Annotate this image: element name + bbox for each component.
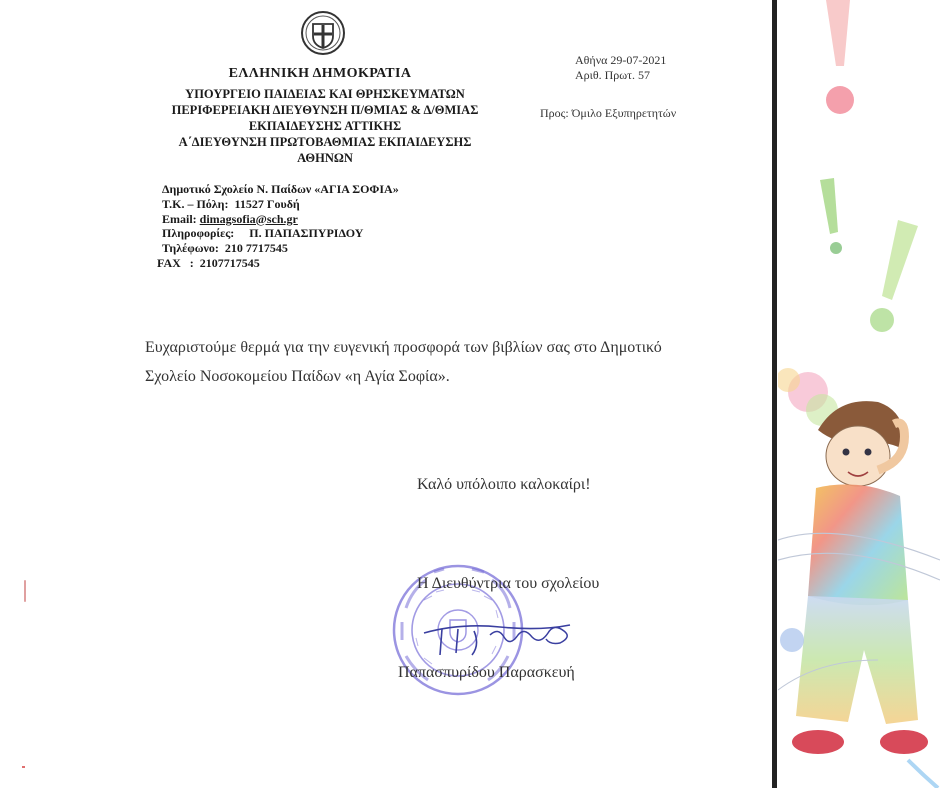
header-line: ΥΠΟΥΡΓΕΙΟ ΠΑΙΔΕΙΑΣ ΚΑΙ ΘΡΗΣΚΕΥΜΑΤΩΝ (185, 87, 465, 101)
protocol-number: Αριθ. Πρωτ. 57 (575, 68, 651, 82)
postal-row (162, 197, 399, 212)
margin-speck (22, 766, 25, 768)
document-meta (575, 53, 666, 83)
fax-value: 2107717545 (199, 255, 260, 270)
postal-value: 11527 Γουδή (234, 196, 300, 211)
phone-value: 210 7717545 (224, 241, 288, 256)
greek-coat-of-arms-emblem (300, 10, 346, 56)
child-illustration (778, 0, 940, 788)
country-name: ΕΛΛΗΝΙΚΗ ΔΗΜΟΚΡΑΤΙΑ (228, 66, 412, 81)
recipient: Προς: Όμιλο Εξυπηρετητών (540, 106, 677, 120)
page-divider (772, 0, 777, 788)
ministry-header (150, 86, 500, 166)
fax-label: FAX : (157, 255, 200, 270)
closing-greeting: Καλό υπόλοιπο καλοκαίρι! (417, 476, 591, 493)
header-line: ΕΚΠΑΙΔΕΥΣΗΣ ΑΤΤΙΚΗΣ (248, 119, 402, 133)
phone-label: Τηλέφωνο: (162, 241, 225, 256)
letter-body: Ευχαριστούμε θερμά για την ευγενική προσφορά των βιβλίων σας στο Δημοτικό Σχολείο Νοσοκομείου Παίδων «η Αγία Σοφία». (145, 339, 662, 385)
email-row (162, 212, 399, 227)
school-contact-block (157, 182, 399, 271)
fax-row (157, 256, 399, 271)
document-date: Αθήνα 29-07-2021 (575, 53, 667, 67)
signatory-name: Παπασπυρίδου Παρασκευή (398, 664, 575, 681)
postal-label: Τ.Κ. – Πόλη: (162, 196, 235, 211)
margin-speck (24, 580, 26, 602)
email-link[interactable]: dimagsofia@sch.gr (199, 211, 298, 226)
handwritten-signature (420, 615, 580, 660)
header-line: Α΄ΔΙΕΥΘΥΝΣΗ ΠΡΩΤΟΒΑΘΜΙΑΣ ΕΚΠΑΙΔΕΥΣΗΣ (178, 135, 472, 149)
header-line: ΠΕΡΙΦΕΡΕΙΑΚΗ ΔΙΕΥΘΥΝΣΗ Π/ΘΜΙΑΣ & Δ/ΘΜΙΑΣ (171, 103, 479, 117)
school-name: Δημοτικό Σχολείο Ν. Παίδων «ΑΓΙΑ ΣΟΦΙΑ» (162, 182, 399, 196)
info-value: Π. ΠΑΠΑΣΠΥΡΙΔΟΥ (249, 226, 364, 241)
info-row (162, 226, 399, 241)
header-line: ΑΘΗΝΩΝ (297, 151, 353, 165)
signatory-title: Η Διευθύντρια του σχολείου (417, 575, 600, 592)
info-label: Πληροφορίες: (162, 226, 250, 241)
email-label: Email: (162, 211, 200, 226)
phone-row (162, 241, 399, 256)
